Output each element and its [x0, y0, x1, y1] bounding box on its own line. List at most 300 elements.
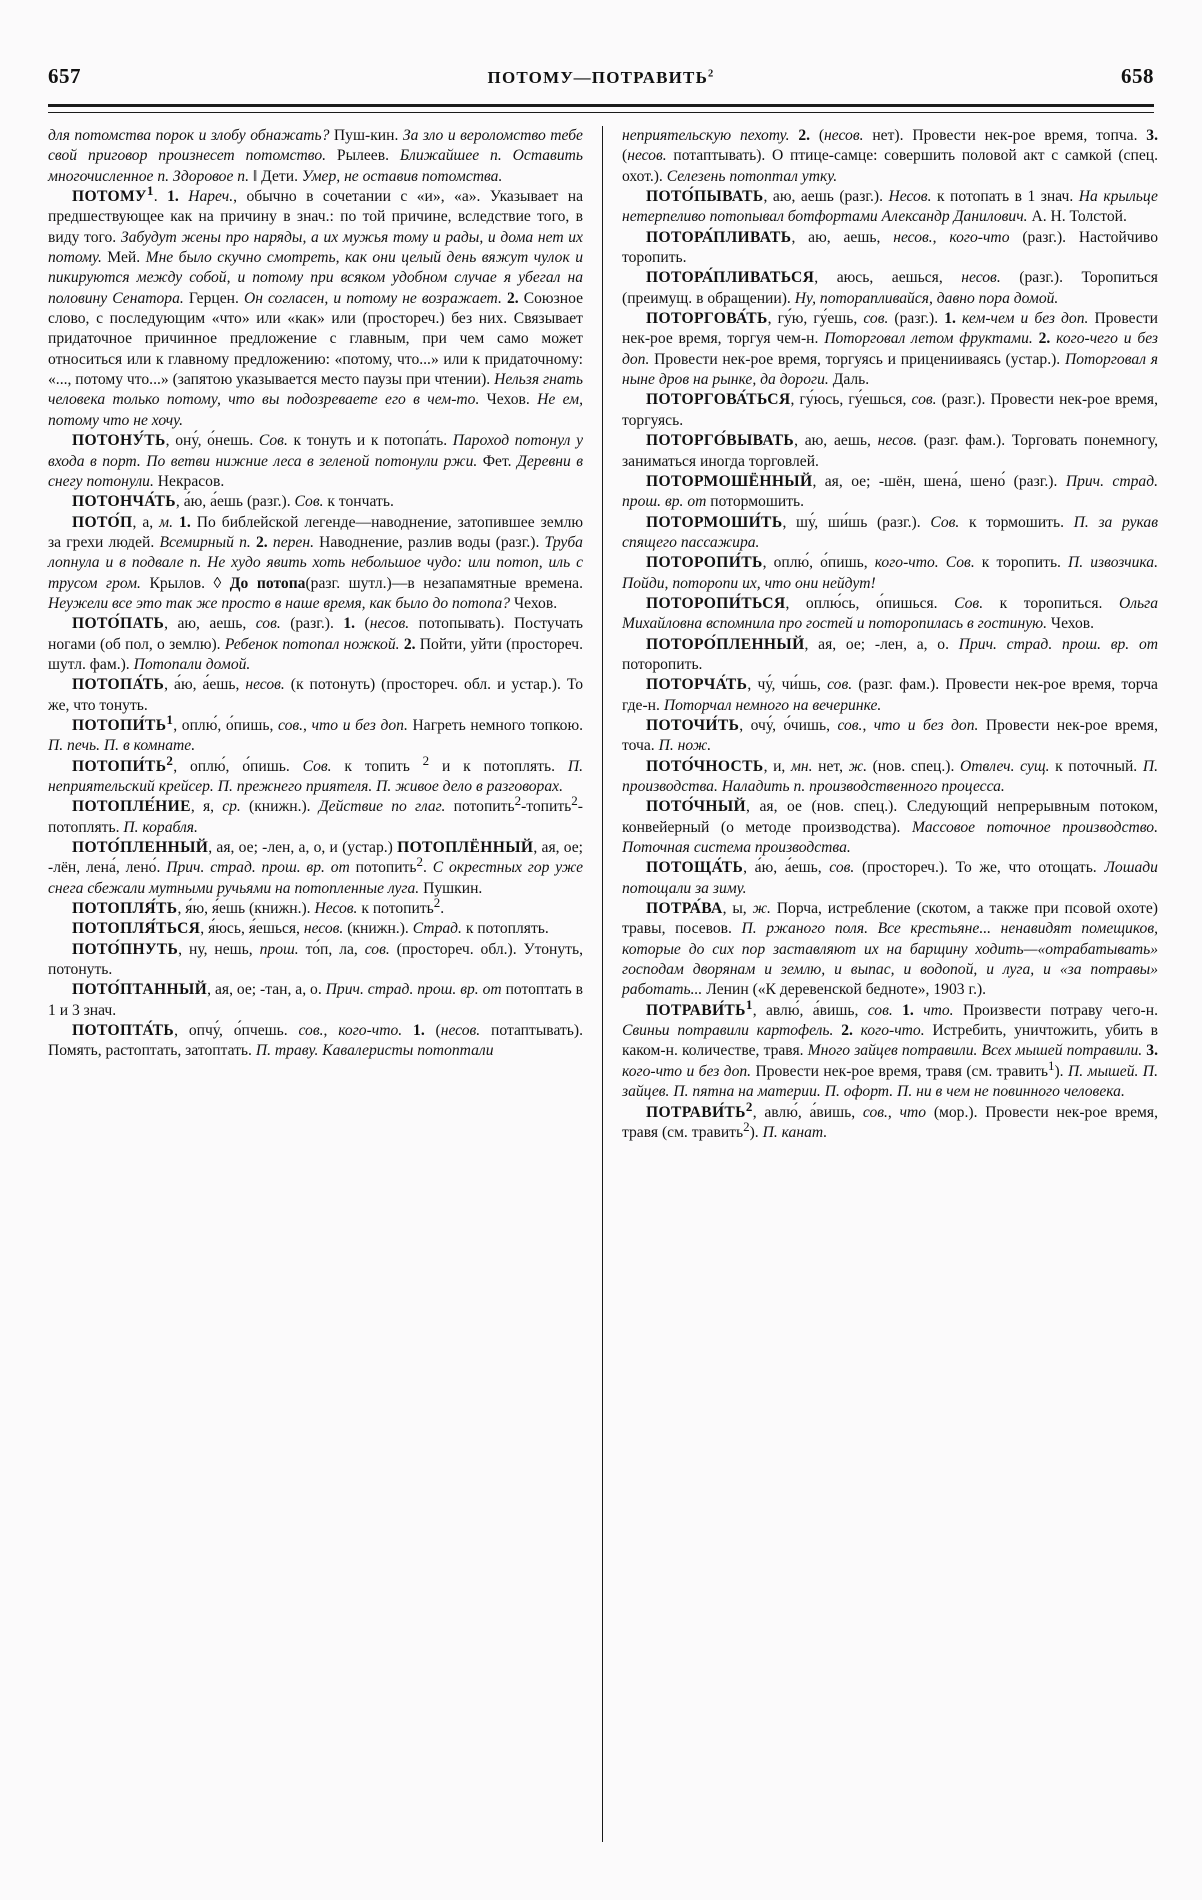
italic-text: что [899, 1103, 927, 1121]
italic-text: Прич. страд. прош. вр. от [622, 472, 1158, 511]
definition-text: (простореч. обл.). Утонуть, потонуть. [48, 940, 583, 979]
italic-text: сов. [863, 310, 889, 328]
sense-number: 1. [343, 615, 365, 633]
definition-text: Пуш- [329, 127, 371, 144]
dictionary-entry [48, 182, 584, 431]
italic-text: перен. [272, 533, 314, 551]
dictionary-entry [622, 797, 1158, 858]
dictionary-entry [48, 675, 583, 716]
definition-text: нет). Провести нек-рое время, топча. [863, 127, 1147, 144]
definition-text: ( [622, 147, 628, 165]
definition-text: , [323, 1022, 339, 1040]
dictionary-entry [48, 752, 583, 798]
definition-text: , ону́, о́нешь. [165, 432, 259, 450]
dictionary-entry [622, 431, 1158, 472]
headword: ПОТОРГОВА́ТЬСЯ [646, 391, 791, 409]
italic-text: Труба лопнула и в подвале п. Не худо явить хоть небольшое чудо: или потоп, иль с трусом гром. [48, 533, 583, 592]
headword-superscript: 1 [166, 711, 174, 727]
dictionary-entry [622, 472, 1158, 513]
italic-text: мн. [790, 757, 813, 775]
definition-text: потопывать). Постучать ногами (об пол, о землю). [48, 615, 584, 653]
headword: ПОТО́ПАТЬ [72, 615, 165, 633]
reference-superscript: 2 [514, 793, 522, 809]
italic-text: Деревни в снегу потонули. [48, 452, 584, 490]
definition-text: потормошить. [706, 493, 805, 511]
reference-superscript: 2 [422, 752, 430, 768]
definition-text: к торопиться. [983, 594, 1119, 612]
italic-text: Сов. [294, 493, 324, 511]
definition-text: , я́юсь, я́ешься, [200, 920, 304, 938]
definition-text: , ая, ое; -шён, шена́, шено́ (разг.). [812, 472, 1066, 490]
dictionary-entry [622, 390, 1158, 431]
definition-text: потоптать в 1 и 3 знач. [48, 981, 584, 1019]
headword: ПОТО́ПНУТЬ [72, 940, 179, 958]
italic-text: Поторговал летом фруктами. [824, 330, 1033, 348]
definition-text: , [303, 716, 312, 734]
headword: ПОТОНУ́ТЬ [72, 432, 166, 450]
definition-text [790, 127, 799, 144]
definition-text: , очу́, о́чишь, [739, 716, 838, 734]
definition-text: Порча, истребление (скотом, а также при псовой охоте) травы, посевов. [622, 900, 1158, 938]
headword: ПОТОЧИ́ТЬ [646, 716, 740, 734]
italic-text: несов. [893, 228, 933, 246]
dictionary-entry [622, 899, 1158, 1001]
italic-text: сов. [862, 1103, 888, 1121]
italic-text: м. [159, 513, 174, 531]
definition-text: (нов. спец.). [867, 757, 960, 775]
definition-text: Пушкин. [419, 879, 483, 897]
definition-text: ( [364, 615, 370, 633]
italic-text: Селезень потоптал утку. [666, 167, 838, 185]
italic-text: Свиньи потравили картофель. [622, 1022, 834, 1040]
dictionary-entry [622, 513, 1158, 554]
italic-text: неприятельскую пехоту. [622, 127, 790, 144]
definition-text: Провести нек-рое время, травя (см. травить [751, 1062, 1048, 1080]
headword: ПОТОРМОШИ́ТЬ [646, 513, 783, 531]
definition-text: поторопить. [622, 655, 703, 673]
italic-text: Лошади потощали за зиму. [622, 859, 1158, 897]
headword: ПОТОРГОВА́ТЬ [646, 310, 768, 328]
definition-text: , и, [763, 757, 791, 775]
definition-text: Союзное слово, с последующим «что» или «как» или (простореч.) без них. Связывает придаточное причинное предложение с главным, при чем само может относиться или к главному предложению: «потому, что...» или к придаточному: «..., потому что...» (запятою указывается место паузы при чтении). [48, 289, 583, 389]
italic-text: П. печь. П. в комнате. [48, 737, 196, 755]
definition-text: , я́ю, я́ешь (книжн.). [177, 900, 315, 918]
reference-superscript: 1 [1047, 1057, 1055, 1073]
definition-text: ‖ [252, 167, 262, 185]
definition-text: , аю, аешь, [164, 615, 256, 633]
italic-text: Ребенок потопал ножкой. [224, 635, 400, 653]
italic-text: П. корабля. [123, 818, 198, 836]
italic-text: несов. [245, 676, 285, 694]
dictionary-entry [48, 431, 583, 492]
dictionary-entry [48, 940, 583, 981]
definition-text: , обычно в сочетании с «и», «а». Указывает на предшествующее как на причину в знач.: по той причине, вследствие того, в виду того. [48, 188, 583, 246]
headword: ПОТРА́ВА [646, 900, 723, 918]
definition-text: , аю, аешь, [791, 228, 894, 246]
italic-text: Ну, поторапливайся, давно пора домой. [794, 289, 1059, 307]
italic-text: Потопали домой. [133, 655, 251, 673]
running-title-superscript: 2 [708, 68, 715, 80]
reference-superscript: 2 [416, 854, 424, 870]
dictionary-entry [48, 711, 583, 757]
definition-text: Чехов. [479, 391, 538, 409]
right-column [603, 126, 1158, 1842]
italic-text: П. за рукав спящего пассажира. [622, 513, 1158, 551]
phraseology-marker: ◊ [213, 574, 230, 592]
headword: ПОТОПЛЕ́НИЕ [72, 798, 191, 816]
definition-text: (разг. шутл.)—в незапамятные времена. [305, 574, 584, 592]
italic-text: Поторчал немного на вечеринке. [663, 696, 882, 714]
sense-number: 1. [179, 513, 197, 531]
italic-text: Сов. [258, 432, 288, 450]
sense-number: 2. [506, 289, 524, 307]
definition-text: (разг.). [888, 310, 945, 328]
dictionary-entry [48, 1021, 583, 1062]
headword: ПОТОПТА́ТЬ [72, 1022, 175, 1040]
definition-text: , шу́, ши́шь (разг.). [782, 513, 931, 531]
dictionary-entry [48, 513, 583, 615]
italic-text: несов. [303, 920, 344, 938]
sense-number: 1. [167, 188, 189, 206]
headword: ПОТОМУ [72, 188, 147, 206]
sense-number: 3. [1146, 1042, 1158, 1060]
dictionary-entry [48, 793, 583, 838]
definition-text: Некрасов. [153, 472, 225, 490]
reference-superscript: 2 [743, 1118, 750, 1134]
headword: ПОТОРОПИ́ТЬСЯ [646, 594, 786, 612]
definition-text: к потопать в 1 знач. [931, 188, 1079, 206]
italic-text: П. ржаного поля. Все крестьяне... ненавидят помещиков, которые до сих пор заставляют их на барщину ходить—«отрабатывать» господам дворянам и землю, и выпас, и водопой, и луга, и «за потравы» работать... [622, 920, 1158, 999]
dictionary-entry [622, 594, 1158, 635]
italic-text: что и без доп. [873, 716, 979, 734]
definition-text: и к потоплять. [429, 757, 568, 775]
dictionary-entry [48, 894, 583, 919]
headword: ПОТО́ПЫВАТЬ [646, 188, 764, 206]
headword: ПОТОРА́ПЛИВАТЬ [646, 228, 792, 246]
dictionary-entry [622, 716, 1158, 757]
definition-text: , а, [132, 513, 160, 531]
headword: ПОТРАВИ́ТЬ [646, 1001, 746, 1019]
dictionary-entry [622, 996, 1158, 1103]
definition-text: (книжн.). [343, 920, 413, 938]
italic-text: На крыльце нетерпеливо потопывал ботфортами Александр Данилович. [622, 188, 1158, 226]
definition-text: Даль. [828, 371, 870, 389]
definition-text: (книжн.). [240, 798, 319, 816]
italic-text: Прич. страд. прош. вр. от [166, 859, 350, 877]
definition-text: потопить [445, 798, 515, 816]
definition-text: , я, [190, 798, 223, 816]
running-title [81, 68, 1121, 88]
definition-text: , опчу́, о́пчешь. [174, 1022, 299, 1040]
italic-text: Он согласен, и потому не возражает. [243, 289, 502, 307]
definition-text: нет, [812, 757, 849, 775]
dictionary-entry [48, 980, 583, 1021]
italic-text: кем-чем и без доп. [961, 310, 1089, 328]
italic-text: кого-что и без доп. [622, 1062, 752, 1080]
headword: ПОТОРМОШЁННЫЙ [646, 472, 813, 490]
italic-text: П. канат. [762, 1123, 828, 1141]
definition-text: , оплю́, о́пишь. [173, 757, 303, 775]
italic-text: Ольга Михайловна вспомнила про гостей и поторопилась в гостиную. [622, 594, 1158, 633]
definition-text: Крылов. [140, 574, 214, 592]
definition-text: потопить [349, 859, 417, 877]
headword: ПОТОПЛЁННЫЙ [397, 839, 534, 857]
sense-number: 2. [798, 127, 819, 144]
sense-number: 2. [1038, 330, 1057, 348]
definition-text: , ая, ое; -тан, а, о. [207, 981, 326, 999]
italic-text: несов. [961, 269, 1001, 287]
running-title-text: ПОТОМУ—ПОТРАВИТЬ [487, 68, 709, 87]
italic-text: Нельзя гнать человека только потому, что вы подозреваете его в чем-то. [48, 371, 584, 409]
definition-text: к потоплять. [461, 920, 549, 938]
italic-text: Пароход потонул у входа в порт. По ветви нижние леса в зеленой потонули ржи. [48, 432, 583, 470]
dictionary-entry [622, 757, 1158, 798]
reference-superscript: 2 [433, 894, 441, 910]
italic-text: П. неприятельский крейсер. П. прежнего приятеля. П. живое дело в разговорах. [48, 757, 583, 795]
definition-text [893, 1002, 902, 1019]
italic-text: Страд. [412, 920, 462, 938]
headword: ПОТО́ПЛЕННЫЙ [72, 839, 209, 857]
italic-text: Не ем, потому что не хочу. [48, 391, 583, 429]
italic-text: П. извозчика. Пойди, поторопи их, что они нейдут! [622, 554, 1159, 592]
italic-text: Отвлеч. сущ. [959, 757, 1050, 775]
definition-text: Рылеев. [326, 147, 400, 165]
definition-text: . [440, 900, 445, 918]
definition-text: , чу́, чи́шь, [747, 676, 828, 694]
italic-text: Ближайшее п. Оставить многочисленное п. Здоровое п. [48, 147, 583, 185]
definition-text: , оплю́, о́пишь, [762, 554, 875, 572]
left-column [48, 126, 603, 1842]
definition-text: потаптывать). Помять, растоптать, затоптать. [48, 1022, 583, 1060]
italic-text: П. производства. Наладить п. производственного процесса. [622, 757, 1158, 795]
italic-text: кого-что. [338, 1022, 403, 1040]
definition-text: , ы, [722, 900, 753, 918]
definition-text: Герцен. [183, 289, 244, 307]
definition-text: , оплю́сь, о́пишься. [785, 594, 955, 612]
definition-text: к торопить. [974, 554, 1069, 572]
italic-text: прош. [259, 940, 299, 958]
definition-text: , ая, ое; -лён, лена́, лено́. [48, 839, 584, 877]
italic-text: Умер, не оставив потомства. [301, 167, 503, 185]
definition-text: , авлю́, а́вишь, [752, 1001, 868, 1019]
definition-text: к потопить [357, 900, 434, 918]
headword: ПОТОРГО́ВЫВАТЬ [646, 432, 795, 450]
definition-text: -потоплять. [48, 798, 583, 836]
definition-text: (разг. фам.). Провести нек-рое время, торча где-н. [622, 676, 1158, 714]
dictionary-entry [622, 675, 1158, 716]
italic-text: кого-что. [874, 554, 939, 572]
definition-text: -топить [521, 798, 572, 816]
definition-text: (простореч.). То же, что отощать. [854, 859, 1105, 877]
definition-text: , [887, 1103, 900, 1121]
headword: ПОТОПЛЯ́ТЬСЯ [72, 920, 201, 938]
definition-text: , ая, ое (нов. спец.). Следующий непрерывным потоком, конвейерный (о методе производства). [622, 798, 1158, 836]
dictionary-entry [622, 553, 1158, 594]
definition-text: (разг.). Торопиться (преимущ. в обращении). [622, 269, 1158, 307]
headword: ПОТОПИ́ТЬ [72, 716, 167, 734]
italic-text: для потомства порок и злобу обнажать? [48, 127, 330, 144]
definition-text: , оплю́, о́пишь, [173, 716, 279, 734]
italic-text: Сов. [302, 757, 332, 775]
headword: ПОТОПА́ТЬ [72, 676, 165, 694]
definition-text: , а́ю, а́ешь (разг.). [175, 493, 295, 511]
italic-text: Много зайцев потравили. Всех мышей потравили. [807, 1042, 1143, 1060]
definition-text: к поточный. [1049, 757, 1143, 775]
italic-text: Несов. [888, 188, 932, 206]
dictionary-entry [622, 635, 1158, 676]
italic-text: сов. [255, 615, 281, 633]
italic-text: сов. [911, 391, 937, 409]
italic-text: Прич. страд. прош. вр. от [325, 981, 502, 999]
definition-text: Чехов. [510, 594, 558, 612]
definition-text: Провести нек-рое время, торгуя чем-н. [622, 310, 1159, 348]
italic-text: Поторговал я ныне дров на рынке, да дороги. [622, 350, 1158, 389]
definition-text: Пойти, уйти (простореч. шутл. фам.). [48, 635, 584, 673]
italic-text: Массовое поточное производство. Поточная система производства. [622, 818, 1159, 857]
sense-number: 1. [944, 310, 962, 328]
definition-text: А. Н. Толстой. [1027, 208, 1127, 226]
definition-text: . [423, 859, 433, 877]
definition-text: , ая, ое; -лен, а, о, и (устар.) [208, 839, 398, 857]
definition-text: , аю, аешь, [794, 432, 878, 450]
headword: ПОТОРО́ПЛЕННЫЙ [646, 635, 805, 653]
italic-text: сов. [278, 716, 304, 734]
headword: ПОТОПЛЯ́ТЬ [72, 900, 178, 918]
definition-text: Дети. [261, 167, 302, 185]
italic-text: несов. [627, 147, 667, 165]
definition-text: (разг. фам.). Торговать понемногу, заниматься иногда торговлей. [622, 432, 1158, 470]
italic-text: сов. [829, 859, 855, 877]
dictionary-entry [622, 268, 1158, 309]
headword-superscript: 1 [745, 996, 753, 1012]
definition-text: Нагреть немного топкою. [407, 716, 583, 734]
italic-text: За зло и вероломство тебе свой приговор произнесет потомство. [48, 127, 583, 165]
definition-text: Истребить, уничтожить, убить в каком-н. количестве, травя. [622, 1022, 1158, 1060]
definition-text: Ленин («К деревенской бедноте», 1903 г.). [702, 981, 987, 999]
running-head [48, 64, 1154, 98]
definition-text: , гу́ю, гу́ешь, [767, 310, 864, 328]
italic-text: П. нож. [658, 737, 712, 755]
dictionary-entry [48, 614, 583, 675]
definition-text: , [932, 228, 950, 246]
definition-text: (мор.). Провести нек-рое время, травя (см. травить [622, 1103, 1159, 1141]
definition-text: к тончать. [323, 493, 394, 511]
definition-text: , ну, нешь, [178, 940, 260, 958]
definition-text: (разг.). [280, 615, 344, 633]
italic-text: несов. [877, 432, 918, 450]
definition-text: ( [818, 127, 825, 144]
dictionary-entry [48, 492, 583, 512]
sense-number: 2. [403, 635, 420, 653]
headword-superscript: 2 [745, 1098, 753, 1114]
italic-text: кого-что. [860, 1022, 925, 1040]
headword: ПОТОПИ́ТЬ [72, 757, 167, 775]
definition-text: По библейской легенде—наводнение, затопившее землю за грехи людей. [48, 513, 584, 551]
sense-number: 3. [1146, 127, 1158, 144]
headword: ПОТО́П [72, 513, 133, 531]
italic-text: сов. [364, 940, 390, 958]
definition-text: Провести нек-рое время, торгуясь и приценииваясь (устар.). [649, 350, 1065, 368]
italic-text: Забудут жены про наряды, а их мужья тому и рады, и дома нет их потому. [48, 228, 583, 267]
italic-text: Сов. [954, 594, 984, 612]
definition-text: кин. [370, 127, 403, 144]
dictionary-entry [622, 228, 1158, 269]
dictionary-entry [48, 919, 583, 939]
headword: ПОТОРА́ПЛИВАТЬСЯ [646, 269, 815, 287]
sense-number: 2. [841, 1022, 861, 1040]
italic-text: кого-чего и без доп. [622, 330, 1158, 368]
italic-text: Нареч. [188, 188, 234, 206]
reference-superscript: 2 [571, 793, 578, 809]
definition-text: , гу́юсь, гу́ешься, [790, 391, 912, 409]
italic-text: С окрестных гор уже снега сбежали мутными ручьями на потопленные луга. [48, 859, 584, 897]
sense-number: 1. [902, 1001, 924, 1019]
folio-left: 657 [48, 64, 81, 88]
definition-text: , аю, аешь (разг.). [763, 188, 889, 206]
italic-text: что и без доп. [311, 716, 408, 734]
italic-text: Действие по глаг. [318, 798, 446, 816]
sense-number: 2. [255, 533, 273, 551]
column-container [48, 126, 1158, 1842]
headword: ПОТО́ЧНОСТЬ [646, 757, 764, 775]
italic-text: Неужели все это так же просто в наше время, как было до потопа? [48, 594, 511, 612]
italic-text: Всемирный п. [159, 533, 251, 551]
headword-superscript: 1 [146, 182, 154, 198]
italic-text: ж. [848, 757, 867, 775]
italic-text: ср. [222, 798, 241, 816]
italic-text: несов. [369, 615, 410, 633]
definition-text: , авлю́, а́вишь, [752, 1103, 863, 1121]
italic-text: несов. [824, 127, 864, 144]
dictionary-entry [622, 858, 1158, 899]
italic-text: ж. [752, 900, 771, 918]
entry-continuation [48, 126, 583, 187]
sense-number: 1. [413, 1022, 436, 1040]
italic-text: сов. [827, 676, 853, 694]
italic-text: Несов. [314, 900, 358, 918]
definition-text: , ая, ое; -лен, а, о. [804, 635, 959, 653]
definition-text: ). [749, 1123, 763, 1141]
headword: ПОТОРЧА́ТЬ [646, 676, 748, 694]
entry-continuation [622, 126, 1158, 187]
definition-text: Чехов. [1047, 615, 1095, 633]
definition-text: то́п, ла, [298, 940, 365, 958]
italic-text: Мне было скучно смотреть, как они целый день вяжут чулок и пикируются между собой, и потому при всяком удобном случае я убегал на половину Сенатора. [48, 249, 584, 307]
definition-text: , [862, 716, 874, 734]
definition-text: потаптывать). О птице-самце: совершить половой акт с самкой (спец. охот.). [622, 147, 1158, 185]
definition-text [402, 1022, 413, 1039]
headword: ПОТОРОПИ́ТЬ [646, 554, 763, 572]
definition-text: (разг.). Провести нек-рое время, торгуясь. [622, 391, 1158, 429]
italic-text: П. мышей. П. зайцев. П. пятна на материи. П. офорт. П. ни в чем не повинного человека. [622, 1062, 1158, 1101]
italic-text: П. траву. Кавалеристы потоптали [255, 1042, 494, 1060]
headword: ПОТО́ПТАННЫЙ [72, 981, 208, 999]
italic-text: кого-что [949, 228, 1010, 246]
definition-text: ( [435, 1022, 441, 1040]
definition-text: Наводнение, разлив воды (разг.). [313, 533, 545, 551]
italic-text: сов. [298, 1022, 324, 1040]
folio-right: 658 [1121, 64, 1154, 88]
definition-text: , аюсь, аешься, [814, 269, 962, 287]
definition-text: ). [1054, 1062, 1068, 1080]
definition-text: Фет. [477, 452, 517, 470]
italic-text: Сов. [945, 554, 975, 572]
definition-text: , а́ю, а́ешь, [164, 676, 246, 694]
definition-text: к топить [331, 757, 423, 775]
italic-text: Сов. [930, 513, 960, 531]
definition-text: к тормошить. [959, 513, 1074, 531]
definition-text: Произвести потраву чего-н. [953, 1001, 1158, 1019]
